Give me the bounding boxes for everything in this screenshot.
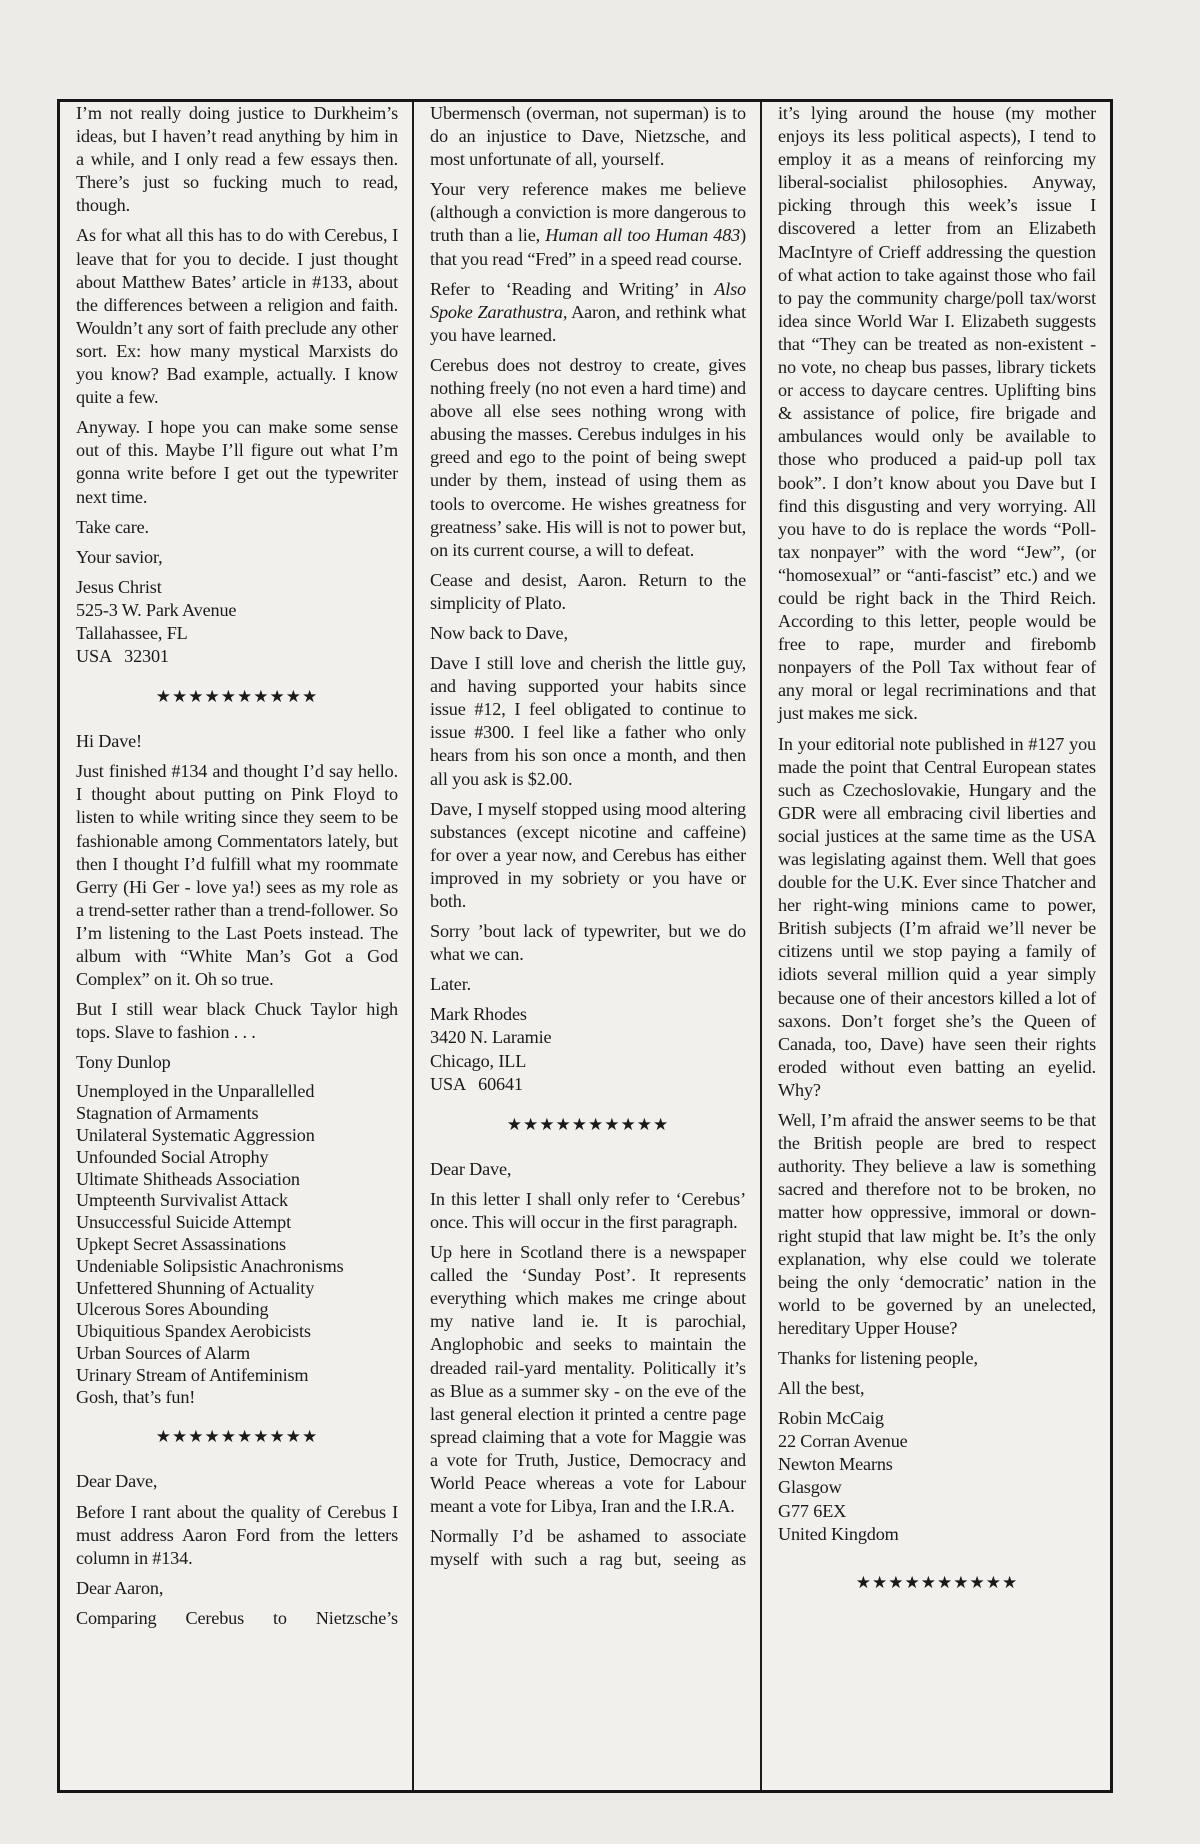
- closing: Your savior,: [76, 546, 163, 567]
- signature-block: [76, 576, 398, 668]
- signature-block: [430, 1003, 746, 1095]
- signature-country: USA 32301: [76, 646, 169, 667]
- paragraph: In your editorial note published in #127 you made the point that Central European states such as Czechoslovakie, Hungary and the GDR were all embracing civil liberties and social justices at the same time as the USA was legislating against them. Well that goes double for the U.K. Ever since Thatcher and her right-wing minions came to power, British subjects (I’m afraid we’ll never be citizens until we stop paying a family of idiots several million quid a year simply because one of their ancestors killed a lot of saxons. Don’t forget she’s the Queen of Canada, too, Dave) have seen their rights eroded without even batting an eyelid. Why?: [778, 733, 1096, 1100]
- text-run: Refer to ‘Reading and Writing’ in: [430, 278, 715, 299]
- acronym-item: Ultimate Shitheads Association: [76, 1168, 300, 1189]
- star-separator: ★★★★★★★★★★: [155, 1427, 319, 1447]
- paragraph: Anyway. I hope you can make some sense out of this. Maybe I’ll figure out what I’m gonna write before I get out the typewriter next time.: [76, 417, 398, 507]
- signature-city: Glasgow: [778, 1477, 842, 1498]
- closing: Take care.: [76, 516, 149, 537]
- acronym-item: Unfounded Social Atrophy: [76, 1146, 269, 1167]
- paragraph: Before I rant about the quality of Cerebus I must address Aaron Ford from the letters column in #134.: [76, 1501, 398, 1568]
- signature-country: United Kingdom: [778, 1523, 899, 1544]
- signature-address: 22 Corran Avenue: [778, 1431, 908, 1452]
- column-1: [60, 102, 412, 1790]
- acronym-item: Unemployed in the Unparallelled: [76, 1081, 315, 1102]
- paragraph: Now back to Dave,: [430, 622, 568, 643]
- signature-address: 525-3 W. Park Avenue: [76, 599, 237, 620]
- greeting: Hi Dave!: [76, 731, 142, 752]
- text-run: ) that you read “Fred” in a speed read course.: [430, 225, 746, 269]
- text-run: Aaron, and rethink what you have learned.: [430, 301, 746, 345]
- acronym-item: Upkept Secret Assassinations: [76, 1234, 286, 1255]
- signature-town: Newton Mearns: [778, 1454, 893, 1475]
- acronym-item: Urinary Stream of Antifeminism: [76, 1364, 309, 1385]
- paragraph: As for what all this has to do with Cerebus, I leave that for you to decide. I just thought about Matthew Bates’ article in #133, about the differences between a religion and faith. Wouldn’t any sort of faith preclude any other sort. Ex: how many mystical Marxists do you know? Bad example, actually. I know quite a few.: [76, 225, 398, 408]
- greeting: Dear Dave,: [430, 1158, 512, 1179]
- paragraph: [430, 278, 746, 347]
- paragraph: Sorry ’bout lack of typewriter, but we do what we can.: [430, 921, 746, 965]
- paragraph: Comparing Cerebus to Nietzsche’s: [76, 1607, 398, 1628]
- paragraph: Normally I’d be ashamed to associate myself with such a rag but, seeing as: [430, 1526, 746, 1570]
- acronym-item: Stagnation of Armaments: [76, 1103, 259, 1124]
- signature-postcode: G77 6EX: [778, 1500, 847, 1521]
- book-title: Also Spoke Zarathustra,: [430, 278, 746, 322]
- acronym-item: Umpteenth Survivalist Attack: [76, 1190, 288, 1211]
- paragraph: Up here in Scotland there is a newspaper called the ‘Sunday Post’. It represents everything which makes me cringe about my native land ie. It is parochial, Anglophobic and seeks to maintain the dreaded rail-yard mentality. Politically it’s as Blue as a summer sky - on the eve of the last general election it printed a centre page spread claiming that a vote for Maggie was a vote for Truth, Justice, Democracy and World Peace whereas a vote for Labour meant a vote for Libya, Iran and the I.R.A.: [430, 1242, 746, 1517]
- paragraph: I’m not really doing justice to Durkheim’s ideas, but I haven’t read anything by him in a while, and I only read a few essays then. There’s just so fucking much to read, though.: [76, 103, 398, 216]
- paragraph: In this letter I shall only refer to ‘Cerebus’ once. This will occur in the first paragraph.: [430, 1188, 746, 1232]
- closing: Thanks for listening people,: [778, 1347, 978, 1368]
- paragraph: But I still wear black Chuck Taylor high tops. Slave to fashion . . .: [76, 999, 398, 1043]
- signature-name: Tony Dunlop: [76, 1052, 171, 1073]
- book-title: Human all too Human 483: [545, 225, 741, 246]
- signature-city: Chicago, ILL: [430, 1050, 527, 1071]
- column-2: [412, 102, 760, 1790]
- paragraph: Just finished #134 and thought I’d say hello. I thought about putting on Pink Floyd to listen to while writing since they seem to be fashionable among Commentators lately, but then I thought I’d fulfill what my roommate Gerry (Hi Ger - love ya!) sees as my role as a trend-setter rather than a trend-follower. So I’m listening to the Last Poets instead. The album with “White Man’s Got a God Complex” on it. Oh so true.: [76, 761, 398, 990]
- paragraph: Cerebus does not destroy to create, gives nothing freely (no not even a hard time) and above all else sees nothing wrong with abusing the masses. Cerebus indulges in his greed and ego to the point of being swept under by them, instead of using them as tools to overcome. He wishes greatness for greatness’ sake. His will is not to power but, on its current course, a will to defeat.: [430, 354, 746, 560]
- acronym-list: [76, 1081, 398, 1408]
- star-separator: ★★★★★★★★★★: [506, 1114, 670, 1134]
- paragraph: Dave, I myself stopped using mood altering substances (except nicotine and caffeine) for over a year now, and Cerebus has either improved in my sobriety or you have or both.: [430, 798, 746, 911]
- signature-country: USA 60641: [430, 1073, 523, 1094]
- signature-city: Tallahassee, FL: [76, 622, 188, 643]
- acronym-item: Unilateral Systematic Aggression: [76, 1125, 315, 1146]
- signature-name: Jesus Christ: [76, 576, 162, 597]
- acronym-item: Ulcerous Sores Abounding: [76, 1299, 269, 1320]
- greeting: Dear Aaron,: [76, 1577, 164, 1598]
- letters-page-frame: [57, 99, 1113, 1793]
- closing: Later.: [430, 974, 472, 995]
- paragraph: Well, I’m afraid the answer seems to be that the British people are bred to respect authority. They believe a law is something sacred and therefore not to be broken, no matter how oppressive, immoral or down-right stupid that law might be. It’s the only explanation, why else could we tolerate being the only ‘democratic’ nation in the world to be governed by an unelected, hereditary Upper House?: [778, 1110, 1096, 1338]
- closing: All the best,: [778, 1378, 865, 1399]
- paragraph: Ubermensch (overman, not superman) is to do an injustice to Dave, Nietzsche, and most unfortunate of all, yourself.: [430, 103, 746, 170]
- column-3: [760, 102, 1110, 1790]
- acronym-item: Urban Sources of Alarm: [76, 1343, 250, 1364]
- signature-address: 3420 N. Laramie: [430, 1027, 552, 1048]
- star-separator: ★★★★★★★★★★: [155, 687, 319, 707]
- signature-name: Mark Rhodes: [430, 1004, 527, 1025]
- signature-block: [778, 1407, 1096, 1546]
- acronym-item: Undeniable Solipsistic Anachronisms: [76, 1255, 344, 1276]
- acronym-item: Gosh, that’s fun!: [76, 1386, 196, 1407]
- star-separator: ★★★★★★★★★★: [855, 1572, 1019, 1592]
- acronym-item: Unfettered Shunning of Actuality: [76, 1277, 315, 1298]
- acronym-item: Ubiquitious Spandex Aerobicists: [76, 1321, 311, 1342]
- paragraph: it’s lying around the house (my mother enjoys its less political aspects), I tend to employ it as a means of reinforcing my liberal-socialist philosophies. Anyway, picking through this week’s issue I discovered a letter from an Elizabeth MacIntyre of Crieff addressing the question of what action to take against those who fail to pay the community charge/poll tax/worst idea since World War I. Elizabeth suggests that “They can be treated as non-existent - no vote, no cheap bus passes, library tickets or access to daycare centres. Uplifting bins & assistance of police, fire brigade and ambulances would only be available to those who produced a paid-up poll tax book”. I don’t know about you Dave but I find this disgusting and very worrying. All you have to do is replace the words “Poll-tax nonpayer” with the word “Jew”, (or “homosexual” or “anti-fascist” etc.) and we could be right back in the Third Reich. According to this letter, people would be free to rape, murder and firebomb nonpayers of the Poll Tax without fear of any moral or legal recriminations and that just makes me sick.: [778, 103, 1096, 724]
- signature-name: Robin McCaig: [778, 1408, 884, 1429]
- text-run: Your very reference makes me believe (although a conviction is more dangerous to truth than a lie,: [430, 179, 746, 246]
- paragraph: Cease and desist, Aaron. Return to the simplicity of Plato.: [430, 569, 746, 613]
- acronym-item: Unsuccessful Suicide Attempt: [76, 1212, 292, 1233]
- greeting: Dear Dave,: [76, 1471, 158, 1492]
- paragraph: Dave I still love and cherish the little guy, and having supported your habits since issue #12, I feel obligated to continue to issue #300. I feel like a father who only hears from his son once a month, and then all you ask is $2.00.: [430, 653, 746, 789]
- paragraph: [430, 178, 746, 270]
